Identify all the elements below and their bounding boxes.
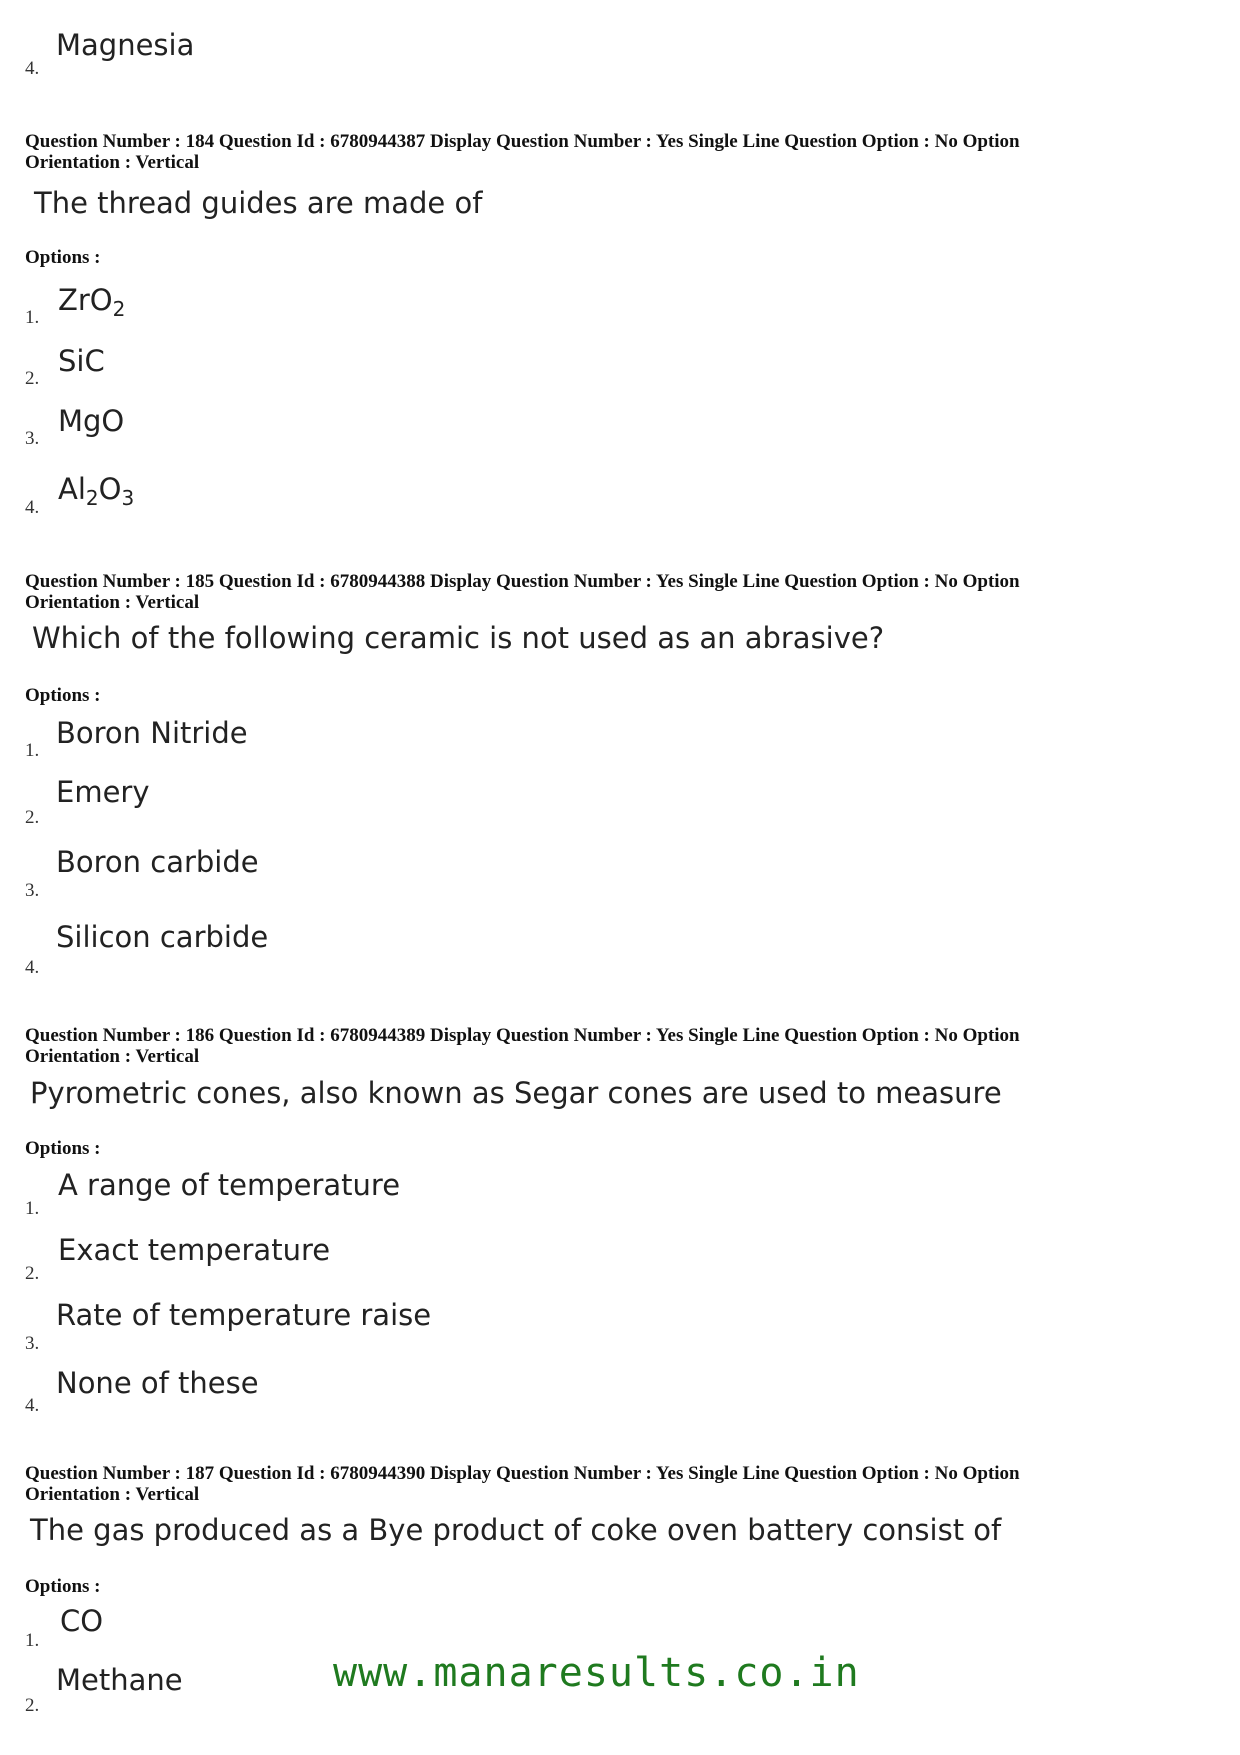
- option-text: MgO: [58, 404, 125, 438]
- options-label: Options :: [25, 685, 101, 706]
- question-meta: Question Number : 186 Question Id : 6780944389 Display Question Number : Yes Single Line Question Option : No Option Orientation : Vertical: [25, 1025, 1020, 1067]
- option-text: ZrO$_2$: [58, 283, 126, 321]
- question-meta: Question Number : 185 Question Id : 6780944388 Display Question Number : Yes Single Line Question Option : No Option Orientation : Vertical: [25, 571, 1020, 613]
- option-text: Exact temperature: [58, 1233, 331, 1267]
- option-number: 4.: [25, 58, 40, 79]
- option-text: Boron Nitride: [56, 716, 248, 750]
- option-number: 2.: [25, 1263, 40, 1284]
- option-number: 3.: [25, 428, 40, 449]
- website-watermark: www.manaresults.co.in: [333, 1650, 860, 1696]
- option-number: 1.: [25, 1198, 40, 1219]
- option-number: 1.: [25, 1630, 40, 1651]
- question-meta: Question Number : 184 Question Id : 6780944387 Display Question Number : Yes Single Line Question Option : No Option Orientation : Vertical: [25, 131, 1020, 173]
- option-text: Methane: [56, 1663, 183, 1697]
- option-text: SiC: [58, 344, 105, 378]
- options-label: Options :: [25, 1138, 101, 1159]
- options-label: Options :: [25, 247, 101, 268]
- option-number: 2.: [25, 368, 40, 389]
- option-text: Magnesia: [56, 28, 195, 62]
- option-text: CO: [60, 1604, 104, 1638]
- option-text: Rate of temperature raise: [56, 1298, 432, 1332]
- options-label: Options :: [25, 1576, 101, 1597]
- option-number: 1.: [25, 740, 40, 761]
- question-text: The gas produced as a Bye product of coke oven battery consist of: [30, 1513, 1002, 1547]
- question-text: The thread guides are made of: [34, 186, 483, 220]
- option-text: Silicon carbide: [56, 920, 269, 954]
- question-meta: Question Number : 187 Question Id : 6780944390 Display Question Number : Yes Single Line Question Option : No Option Orientation : Vertical: [25, 1463, 1020, 1505]
- option-number: 4.: [25, 957, 40, 978]
- question-text: Pyrometric cones, also known as Segar cones are used to measure: [30, 1076, 1002, 1110]
- option-number: 2.: [25, 1695, 40, 1716]
- question-text: Which of the following ceramic is not used as an abrasive?: [32, 621, 885, 655]
- option-number: 2.: [25, 807, 40, 828]
- option-number: 3.: [25, 1333, 40, 1354]
- option-number: 3.: [25, 880, 40, 901]
- option-text: Boron carbide: [56, 845, 259, 879]
- option-number: 1.: [25, 307, 40, 328]
- option-text: A range of temperature: [58, 1168, 401, 1202]
- option-text: None of these: [56, 1366, 259, 1400]
- option-text: Emery: [56, 775, 150, 809]
- option-number: 4.: [25, 1395, 40, 1416]
- option-text: $Al_2O_3$: [58, 472, 135, 510]
- option-number: 4.: [25, 497, 40, 518]
